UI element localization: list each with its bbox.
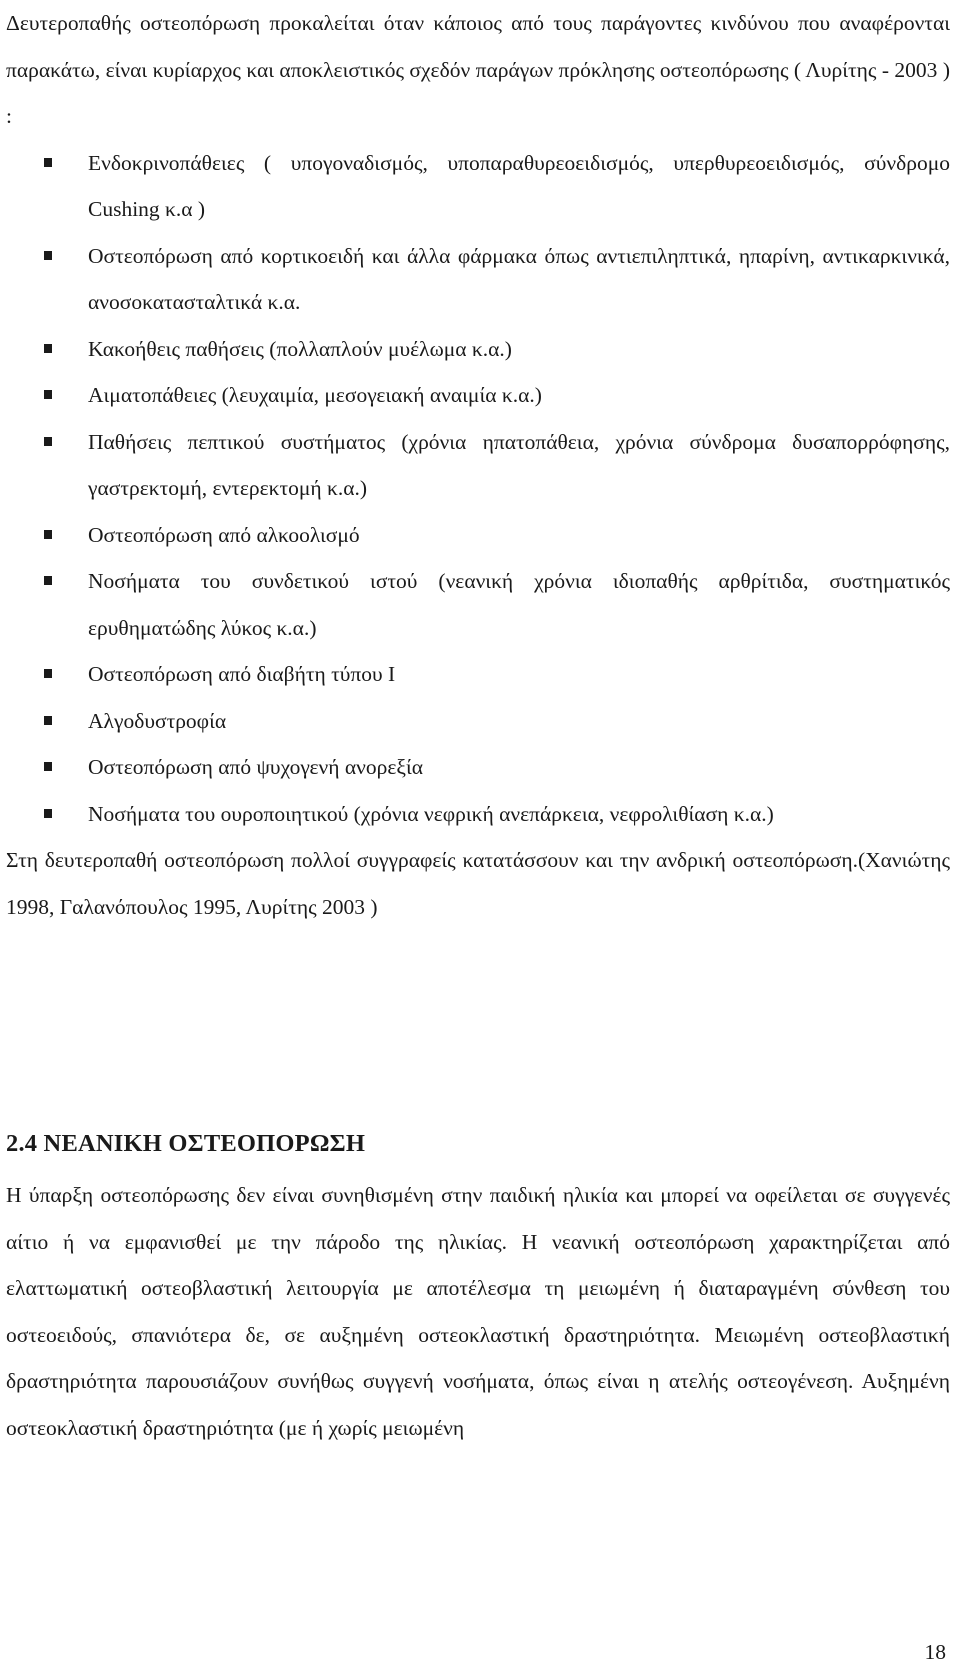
list-item-text: Παθήσεις πεπτικού συστήματος (χρόνια ηπατοπάθεια, χρόνια σύνδρομα δυσαπορρόφησης, γαστρεκτομή, εντερεκτομή κ.α.) bbox=[88, 429, 950, 500]
square-bullet-icon bbox=[44, 669, 52, 678]
list-item-text: Κακοήθεις παθήσεις (πολλαπλούν μυέλωμα κ.α.) bbox=[88, 336, 512, 361]
list-item bbox=[6, 326, 950, 373]
list-item bbox=[6, 698, 950, 745]
square-bullet-icon bbox=[44, 251, 52, 260]
list-item bbox=[6, 558, 950, 651]
section-heading: 2.4 ΝΕΑΝΙΚΗ ΟΣΤΕΟΠΟΡΩΣΗ bbox=[6, 1130, 366, 1157]
intro-paragraph: Δευτεροπαθής οστεοπόρωση προκαλείται όταν κάποιος από τους παράγοντες κινδύνου που αναφέρονται παρακάτω, είναι κυρίαρχος και αποκλειστικός σχεδόν παράγων πρόκλησης οστεοπόρωσης ( Λυρίτης - 2003 ) : bbox=[6, 11, 950, 128]
square-bullet-icon bbox=[44, 390, 52, 399]
square-bullet-icon bbox=[44, 437, 52, 446]
list-item-text: Οστεοπόρωση από κορτικοειδή και άλλα φάρμακα όπως αντιεπιληπτικά, ηπαρίνη, αντικαρκινικά, ανοσοκατασταλτικά κ.α. bbox=[88, 243, 950, 314]
risk-factor-list bbox=[6, 140, 950, 838]
square-bullet-icon bbox=[44, 158, 52, 167]
section-body-paragraph: Η ύπαρξη οστεοπόρωσης δεν είναι συνηθισμένη στην παιδική ηλικία και μπορεί να οφείλεται σε συγγενές αίτιο ή να εμφανισθεί με την πάροδο της ηλικίας. Η νεανική οστεοπόρωση χαρακτηρίζεται από ελαττωματική οστεοβλαστική λειτουργία με αποτέλεσμα τη μειωμένη ή διαταραγμένη σύνθεση του οστεοειδούς, σπανιότερα δε, σε αυξημένη οστεοκλαστική δραστηριότητα. Μειωμένη οστεοβλαστική δραστηριότητα παρουσιάζουν συνήθως συγγενή νοσήματα, όπως είναι η ατελής οστεογένεση. Αυξημένη οστεοκλαστική δραστηριότητα (με ή χωρίς μειωμένη bbox=[6, 1183, 950, 1440]
square-bullet-icon bbox=[44, 530, 52, 539]
text-column bbox=[6, 0, 950, 930]
list-item-text: Οστεοπόρωση από διαβήτη τύπου Ι bbox=[88, 662, 396, 686]
list-item bbox=[6, 512, 950, 559]
square-bullet-icon bbox=[44, 344, 52, 353]
list-item bbox=[6, 419, 950, 512]
list-item-text: Νοσήματα του συνδετικού ιστού (νεανική χρόνια ιδιοπαθής αρθρίτιδα, συστηματικός ερυθηματώδης λύκος κ.α.) bbox=[88, 569, 950, 640]
closing-paragraph: Στη δευτεροπαθή οστεοπόρωση πολλοί συγγραφείς κατατάσσουν και την ανδρική οστεοπόρωση.(Χανιώτης 1998, Γαλανόπουλος 1995, Λυρίτης 2003 ) bbox=[6, 848, 950, 919]
list-item-text: Οστεοπόρωση από ψυχογενή ανορεξία bbox=[88, 755, 424, 779]
square-bullet-icon bbox=[44, 716, 52, 725]
list-item bbox=[6, 372, 950, 419]
list-item bbox=[6, 233, 950, 326]
list-item bbox=[6, 651, 950, 698]
list-item-text: Αλγοδυστροφία bbox=[88, 708, 227, 733]
page-number: 18 bbox=[924, 1640, 946, 1664]
square-bullet-icon bbox=[44, 576, 52, 585]
list-item bbox=[6, 140, 950, 233]
list-item-text: Οστεοπόρωση από αλκοολισμό bbox=[88, 522, 360, 547]
square-bullet-icon bbox=[44, 762, 52, 771]
square-bullet-icon bbox=[44, 809, 52, 818]
list-item bbox=[6, 744, 950, 791]
list-item-text: Ενδοκρινοπάθειες ( υπογοναδισμός, υποπαραθυρεοειδισμός, υπερθυρεοειδισμός, σύνδρομο Cushing κ.α ) bbox=[88, 150, 950, 221]
list-item-text: Νοσήματα του ουροποιητικού (χρόνια νεφρική ανεπάρκεια, νεφρολιθίαση κ.α.) bbox=[88, 801, 774, 826]
list-item bbox=[6, 791, 950, 838]
list-item-text: Αιματοπάθειες (λευχαιμία, μεσογειακή αναιμία κ.α.) bbox=[88, 383, 542, 407]
